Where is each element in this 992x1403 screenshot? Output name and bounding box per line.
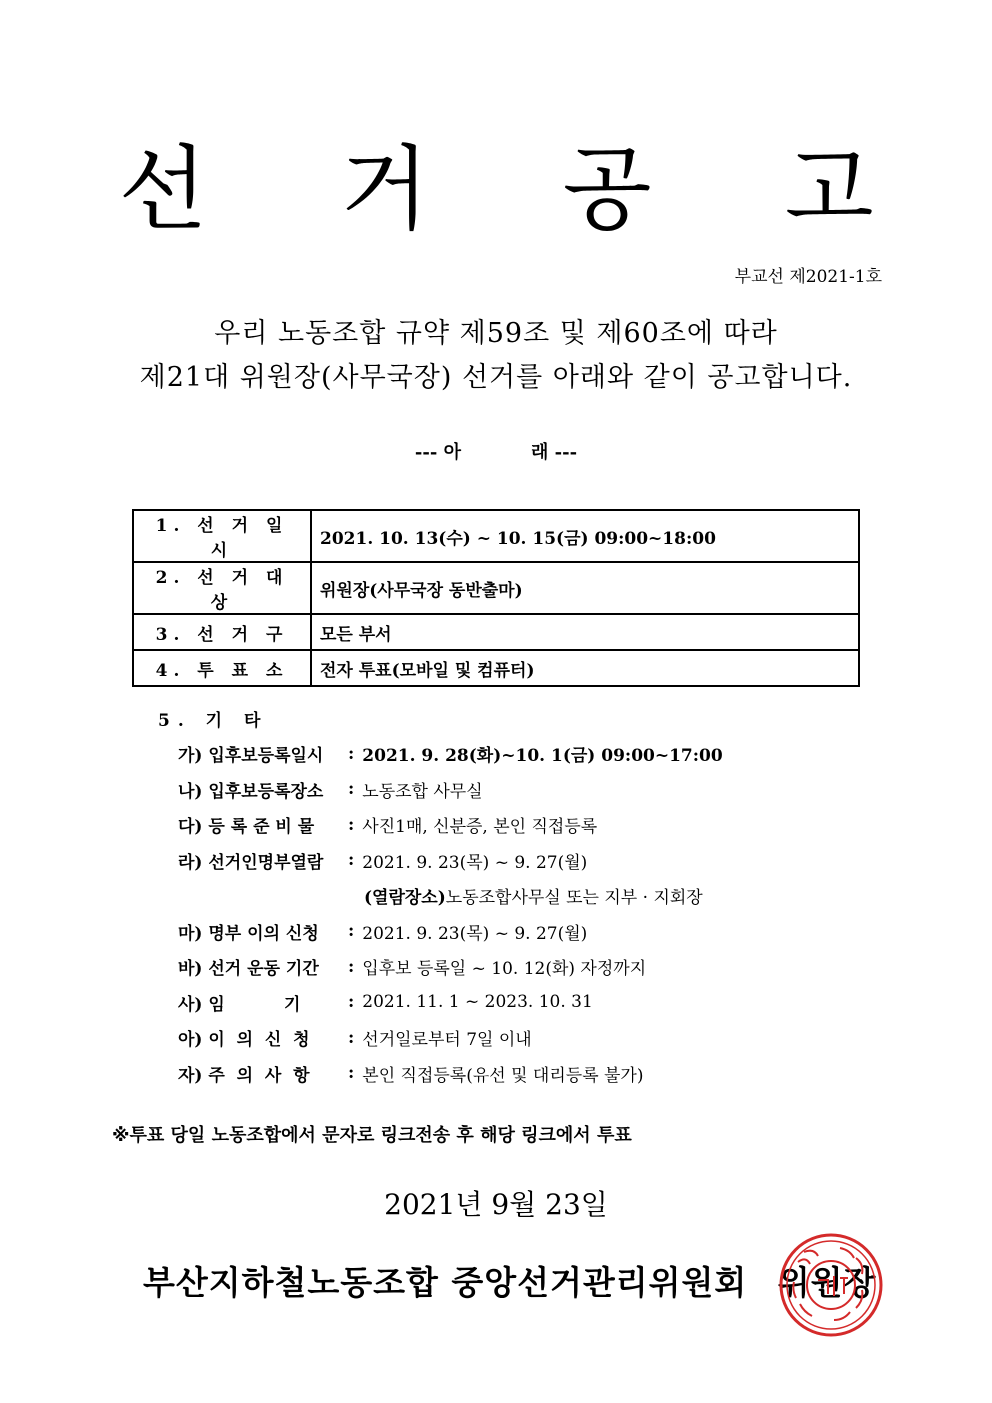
item-value: 입후보 등록일 ~ 10. 12(화) 자정까지: [362, 959, 647, 980]
item-value: 선거일로부터 7일 이내: [362, 1030, 532, 1051]
list-item: 아) 이 의 신 청 : 선거일로부터 7일 이내: [178, 1020, 723, 1056]
sub-label: (열람장소): [364, 888, 446, 909]
item-value: 2021. 9. 23(목) ~ 9. 27(월): [362, 852, 588, 873]
table-key: 1. 선 거 일 시: [133, 510, 311, 562]
list-item: 다) 등 록 준 비 물 : 사진1매, 신분증, 본인 직접등록: [178, 807, 723, 843]
table-key: 3. 선 거 구: [133, 614, 311, 650]
item-value: 본인 직접등록(유선 및 대리등록 불가): [362, 1065, 644, 1086]
item-label: 다) 등 록 준 비 물: [178, 817, 315, 838]
official-seal-icon: [778, 1232, 884, 1338]
item-value: 2021. 9. 23(목) ~ 9. 27(월): [362, 923, 588, 944]
table-key: 4. 투 표 소: [133, 650, 311, 686]
table-value: 2021. 10. 13(수) ~ 10. 15(금) 09:00~18:00: [311, 510, 859, 562]
item-label: 라) 선거인명부열람: [178, 852, 324, 873]
table-row: [133, 510, 859, 562]
list-item: 사) 임 기 : 2021. 11. 1 ~ 2023. 10. 31: [178, 985, 723, 1021]
signature-title: 위원장: [777, 1263, 877, 1302]
issue-date: 2021년 9월 23일: [384, 1188, 608, 1221]
intro-text: [0, 312, 992, 400]
item-label: 자) 주 의 사 항: [178, 1065, 310, 1086]
list-item: 가) 입후보등록일시 : 2021. 9. 28(화)~10. 1(금) 09:00~17:00: [178, 736, 723, 772]
item-label: 바) 선거 운동 기간: [178, 959, 319, 980]
voting-note: ※투표 당일 노동조합에서 문자로 링크전송 후 해당 링크에서 투표: [112, 1125, 632, 1146]
below-marker-left: --- 아: [414, 442, 461, 463]
list-item: 마) 명부 이의 신청 : 2021. 9. 23(목) ~ 9. 27(월): [178, 914, 723, 950]
table-row: [133, 562, 859, 614]
item-value: 노동조합 사무실: [362, 781, 483, 802]
list-item: 라) 선거인명부열람 : 2021. 9. 23(목) ~ 9. 27(월): [178, 843, 723, 879]
item-value: 2021. 11. 1 ~ 2023. 10. 31: [362, 992, 593, 1013]
table-value: 모든 부서: [311, 614, 859, 650]
page-title: 선 거 공 고: [118, 136, 926, 243]
table-row: [133, 614, 859, 650]
list-item: 바) 선거 운동 기간 : 입후보 등록일 ~ 10. 12(화) 자정까지: [178, 949, 723, 985]
list-item: 자) 주 의 사 항 : 본인 직접등록(유선 및 대리등록 불가): [178, 1056, 723, 1092]
list-item: 나) 입후보등록장소 : 노동조합 사무실: [178, 772, 723, 808]
intro-line-1: 우리 노동조합 규약 제59조 및 제60조에 따라: [214, 318, 778, 349]
election-info-table: [132, 509, 860, 687]
etc-heading: 5. 기 타: [158, 711, 269, 731]
table-row: [133, 650, 859, 686]
etc-list: [178, 736, 723, 1091]
table-value: 전자 투표(모바일 및 컴퓨터): [311, 650, 859, 686]
below-marker: [0, 438, 992, 464]
intro-line-2: 제21대 위원장(사무국장) 선거를 아래와 같이 공고합니다.: [139, 362, 853, 393]
list-item-sub: [178, 878, 723, 914]
item-label: 아) 이 의 신 청: [178, 1030, 310, 1051]
item-label: 사) 임 기: [178, 994, 301, 1015]
sub-value: 노동조합사무실 또는 지부 · 지회장: [445, 888, 703, 909]
document-number: 부교선 제2021-1호: [734, 267, 882, 287]
table-key: 2. 선 거 대 상: [133, 562, 311, 614]
item-value: 2021. 9. 28(화)~10. 1(금) 09:00~17:00: [362, 746, 723, 767]
below-marker-right: 래 ---: [531, 442, 578, 463]
organization-name: [143, 1257, 876, 1304]
item-label: 나) 입후보등록장소: [178, 781, 324, 802]
table-value: 위원장(사무국장 동반출마): [311, 562, 859, 614]
item-label: 마) 명부 이의 신청: [178, 923, 319, 944]
item-label: 가) 입후보등록일시: [178, 746, 324, 767]
item-value: 사진1매, 신분증, 본인 직접등록: [362, 817, 598, 838]
organization-text: 부산지하철노동조합 중앙선거관리위원회: [143, 1263, 748, 1302]
